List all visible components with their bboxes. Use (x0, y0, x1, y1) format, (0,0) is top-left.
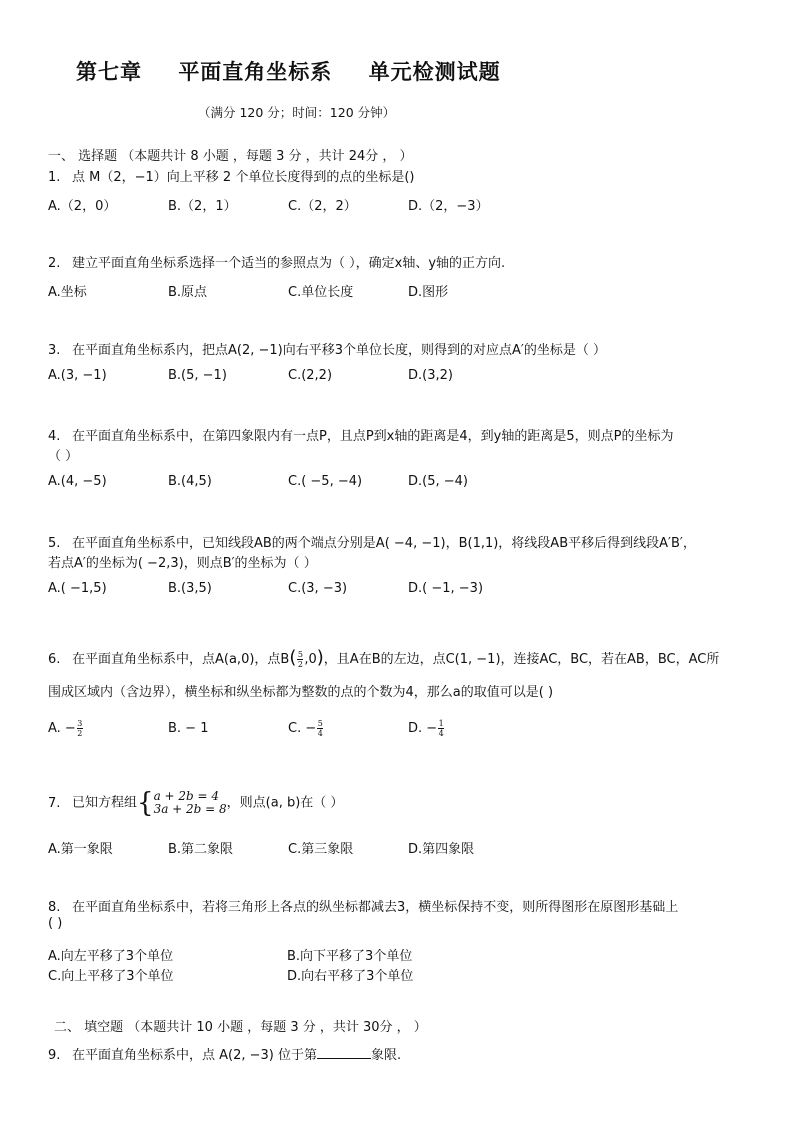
equation-2: 3a + 2b = 8 (153, 802, 227, 816)
fraction: $\frac{5}{2}$ (297, 650, 303, 669)
point-b-bracket-open: ( (289, 647, 297, 668)
question-number: 8. (48, 900, 61, 915)
option-c: C.单位长度 (288, 285, 354, 300)
page-title (76, 56, 529, 86)
option-d: D.(5, −4) (408, 474, 468, 489)
option-b: B.(5, −1) (168, 368, 227, 383)
question-text: 在平面直角坐标系中，点 A(2, −3) 位于第 (72, 1048, 318, 1063)
question-text: 已知方程组 (72, 795, 138, 811)
point-b-bracket-close: ) (316, 647, 324, 668)
question-5 (48, 532, 696, 551)
option-c: C.（2，2） (288, 199, 357, 214)
section-heading-fill: 二、 填空题 （本题共计 10 小题 ，每题 3 分 ，共计 30分 ， ） (54, 1020, 427, 1035)
option-c: C.向上平移了3个单位 (48, 969, 174, 984)
question-4 (48, 425, 673, 444)
question-5-continued: 若点A′的坐标为( −2,3)，则点B′的坐标为（ ） (48, 556, 317, 571)
question-text-cont: ，则点(a, b)在（ ） (226, 795, 344, 811)
question-number: 5. (48, 536, 61, 551)
option-b: B.向下平移了3个单位 (287, 949, 413, 964)
section-heading-choice: 一、 选择题 （本题共计 8 小题 ，每题 3 分 ，共计 24分 ， ） (48, 149, 413, 164)
option-a: A.坐标 (48, 285, 87, 300)
question-text: 在平面直角坐标系内，把点A(2, −1)向右平移3个单位长度，则得到的对应点A′的坐标是（ ） (72, 343, 606, 358)
question-text: 在平面直角坐标系中，已知线段AB的两个端点分别是A( −4, −1)，B(1,1)，将线段AB平移后得到线段A′B′， (72, 536, 696, 551)
question-2 (48, 252, 505, 271)
option-a: A.向左平移了3个单位 (48, 949, 174, 964)
question-text-cont: 象限. (371, 1048, 402, 1063)
option-d: D.( −1, −3) (408, 581, 484, 596)
brace: { (137, 787, 154, 819)
option-a: A.第一象限 (48, 842, 113, 857)
option-b: B.第二象限 (168, 842, 234, 857)
question-text: 在平面直角坐标系中，若将三角形上各点的纵坐标都减去3，横坐标保持不变，则所得图形在原图形基础上 (72, 900, 679, 915)
question-6 (48, 647, 719, 669)
option-b: B.（2，1） (168, 199, 237, 214)
question-number: 3. (48, 343, 61, 358)
equation-1: a + 2b = 4 (153, 789, 220, 803)
title-chapter: 第七章 (76, 59, 142, 84)
option-a: A.(3, −1) (48, 368, 107, 383)
option-c: C.(3, −3) (288, 581, 348, 596)
option-d: D.(3,2) (408, 368, 453, 383)
question-7 (48, 787, 344, 819)
question-number: 9. (48, 1048, 61, 1063)
option-b: B. − 1 (168, 721, 209, 736)
option-c: C.第三象限 (288, 842, 354, 857)
question-8 (48, 896, 678, 915)
equation-system (137, 787, 227, 819)
option-d: D.向右平移了3个单位 (287, 969, 414, 984)
question-number: 6. (48, 652, 61, 667)
question-8-continued: ( ) (48, 916, 63, 931)
option-c: C. − $\frac{5}{4}$ (288, 719, 323, 738)
question-4-continued: （ ） (48, 449, 79, 464)
question-9 (48, 1044, 401, 1063)
option-b: B.(4,5) (168, 474, 212, 489)
option-b: B.(3,5) (168, 581, 212, 596)
question-text: 在平面直角坐标系中，点A(a,0)，点B (72, 652, 290, 667)
fraction: $\frac{3}{2}$ (77, 719, 83, 738)
question-number: 7. (48, 795, 61, 811)
question-1 (48, 166, 414, 185)
answer-blank[interactable] (317, 1046, 371, 1059)
fraction: $\frac{5}{4}$ (317, 719, 323, 738)
fraction: $\frac{1}{4}$ (438, 719, 444, 738)
option-d: D.（2，−3） (408, 199, 489, 214)
question-text: 建立平面直角坐标系选择一个适当的参照点为（ ），确定x轴、y轴的正方向. (72, 256, 506, 271)
question-3 (48, 339, 606, 358)
question-text: 在平面直角坐标系中，在第四象限内有一点P，且点P到x轴的距离是4，到y轴的距离是5，则点P的坐标为 (72, 429, 674, 444)
question-number: 4. (48, 429, 61, 444)
option-d: D.第四象限 (408, 842, 475, 857)
point-b-zero: ,0 (304, 652, 317, 667)
question-6-continued: 围成区域内（含边界），横坐标和纵坐标都为整数的点的个数为4，那么a的取值可以是( ) (48, 685, 554, 700)
option-a: A.( −1,5) (48, 581, 107, 596)
option-b: B.原点 (168, 285, 208, 300)
option-a: A.（2，0） (48, 199, 117, 214)
exam-info: （满分 120 分；时间：120 分钟） (198, 105, 396, 120)
option-d: D. − $\frac{1}{4}$ (408, 719, 444, 738)
question-number: 1. (48, 170, 61, 185)
question-text: 点 M（2，−1）向上平移 2 个单位长度得到的点的坐标是() (72, 170, 415, 185)
title-topic: 平面直角坐标系 (178, 59, 333, 84)
option-d: D.图形 (408, 285, 449, 300)
option-a: A. − $\frac{3}{2}$ (48, 719, 83, 738)
title-test: 单元检测试题 (368, 59, 501, 84)
question-number: 2. (48, 256, 61, 271)
option-a: A.(4, −5) (48, 474, 107, 489)
option-c: C.( −5, −4) (288, 474, 363, 489)
question-text-cont: ，且A在B的左边，点C(1, −1)，连接AC，BC，若在AB，BC，AC所 (323, 652, 720, 667)
option-c: C.(2,2) (288, 368, 333, 383)
